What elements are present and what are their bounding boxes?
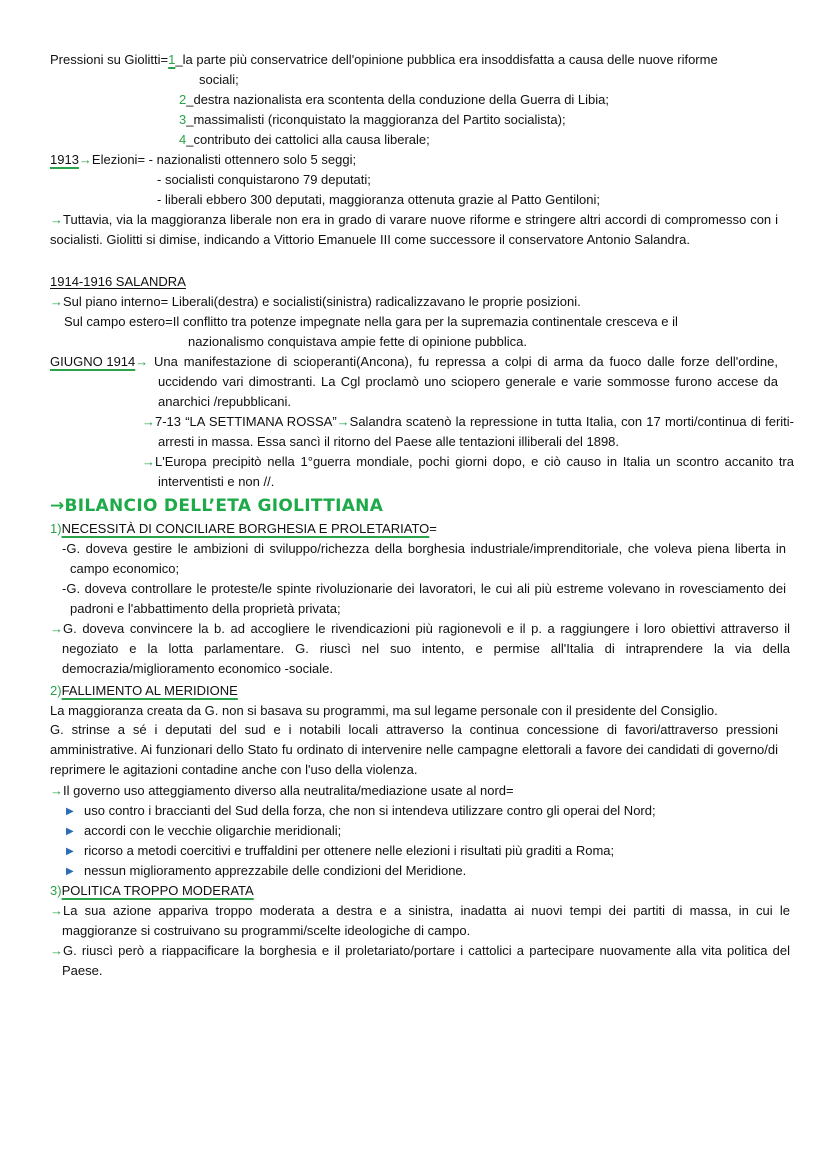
pressioni-num-4: 4 [179, 132, 187, 147]
s1-p2: -G. doveva controllare le proteste/le spinte rivoluzionarie dei lavoratori, le cui ali più estreme volevano in rovesciamento dei padroni e l'abbattimento della proprietà privata; [62, 581, 786, 616]
s3-num: 3) [50, 883, 62, 898]
bullet-triangle-icon: ▶ [66, 866, 74, 877]
arrow-right-icon: → [50, 783, 63, 798]
pressioni-line-4 [179, 132, 430, 148]
pressioni-item-1: _la parte più conservatrice dell'opinione pubblica era insoddisfatta a causa delle nuove riforme [175, 52, 718, 67]
s1-p3-text: G. doveva convincere la b. ad accogliere le rivendicazioni più ragionevoli e il p. a raggiungere i loro obiettivi attraverso il negoziato e la lotta parlamentare. G. riuscì nel suo intento, e permise all'Italia di intraprendere la via della democrazia/miglioramento economico -sociale. [62, 621, 790, 676]
salandra-interno [50, 294, 581, 310]
arrow-right-icon: → [50, 621, 63, 636]
s2-p1: La maggioranza creata da G. non si basava su programmi, ma sul legame personale con il presidente del Consiglio. [50, 703, 718, 718]
arrow-right-icon: → [135, 354, 149, 369]
giugno-label: GIUGNO 1914 [50, 354, 136, 369]
s3-title: POLITICA TROPPO MODERATA [61, 883, 254, 898]
bilancio-heading [50, 496, 383, 516]
s2-num: 2) [50, 683, 62, 698]
bullet-triangle-icon: ▶ [66, 806, 74, 817]
europa-text: L'Europa precipitò nella 1°guerra mondiale, pochi giorni dopo, e ciò causo in Italia un scontro accanito tra interventisti e non //. [155, 454, 794, 489]
s3-p2 [50, 941, 790, 981]
s3-p2-text: G. riuscì però a riappacificare la borghesia e il proletariato/portare i cattolici a partecipare nuovamente alla vita politica del Paese. [62, 943, 790, 978]
s3-p1-text: La sua azione appariva troppo moderata a destra e a sinistra, inadatta ai nuovi tempi dei partiti di massa, in cui le maggioranze si costruivano su programmi/scelte ideologiche di campo. [62, 903, 790, 938]
arrow-right-icon: → [142, 454, 155, 469]
settimana-rossa [142, 412, 794, 452]
s2-p2: G. strinse a sé i deputati del sud e i notabili locali attraverso la continua concessione di favori/attraverso pressioni amministrative. Ai funzionari dello Stato fu ordinato di intervenire nelle campagne elettorali a favore dei candidati di governo/di reprimere le agitazioni contadine anche con l'uso della violenza. [50, 722, 778, 777]
s3-title-wrap [50, 883, 254, 899]
s1-title-wrap [50, 521, 437, 537]
s1-title: NECESSITÀ DI CONCILIARE BORGHESIA E PROLETARIATO [61, 521, 430, 536]
pressioni-num-3: 3 [179, 112, 187, 127]
bullet-triangle-icon: ▶ [66, 826, 74, 837]
s1-suffix: = [429, 521, 437, 536]
list-item: ricorso a metodi coercitivi e truffaldini per ottenere nelle elezioni i risultati più graditi a Roma; [84, 843, 615, 858]
elezioni-year: 1913 [50, 152, 79, 167]
elezioni-item-2: - socialisti conquistarono 79 deputati; [157, 172, 371, 187]
arrow-right-icon: → [50, 212, 63, 227]
elezioni-tuttavia [50, 210, 778, 250]
s2-p3 [50, 783, 514, 799]
elezioni-line-1 [50, 152, 356, 168]
bilancio-heading-text: BILANCIO DELL’ETA GIOLITTIANA [64, 496, 384, 516]
salandra-interno-text: Sul piano interno= Liberali(destra) e socialisti(sinistra) radicalizzavano le proprie posizioni. [63, 294, 581, 309]
s3-p1 [50, 901, 790, 941]
settimana-text: Salandra scatenò la repressione in tutta Italia, con 17 morti/continua di feriti-arresti in massa. Essa sancì il ritorno del Paese alle tentazioni illiberali del 1898. [158, 414, 795, 449]
settimana-label: 7-13 “LA SETTIMANA ROSSA” [155, 414, 337, 429]
list-item: nessun miglioramento apprezzabile delle condizioni del Meridione. [84, 863, 467, 878]
arrow-right-icon: → [50, 943, 63, 958]
s1-p3 [50, 619, 790, 679]
list-item: accordi con le vecchie oligarchie meridionali; [84, 823, 342, 838]
pressioni-num-2: 2 [179, 92, 187, 107]
giugno-text: Una manifestazione di scioperanti(Ancona), fu repressa a colpi di arma da fuoco dalle forze dell'ordine, uccidendo vari dimostranti. La Cgl proclamò uno sciopero generale e varie sommosse furono accese da anarchici /repubblicani. [154, 354, 778, 409]
s2-p3-text: Il governo uso atteggiamento diverso alla neutralita/mediazione usate al nord= [63, 783, 514, 798]
elezioni-label: Elezioni= [91, 152, 146, 167]
arrow-right-icon: → [50, 496, 65, 516]
elezioni-item-3: - liberali ebbero 300 deputati, maggioranza ottenuta grazie al Patto Gentiloni; [157, 192, 601, 207]
pressioni-item-3: _massimalisti (riconquistato la maggioranza del Partito socialista); [186, 112, 566, 127]
pressioni-item-1-cont: sociali; [199, 72, 239, 87]
pressioni-label: Pressioni su Giolitti= [50, 52, 169, 67]
s1-num: 1) [50, 521, 62, 536]
pressioni-item-4: _contributo dei cattolici alla causa liberale; [186, 132, 430, 147]
pressioni-line-3 [179, 112, 566, 128]
arrow-right-icon: → [50, 903, 63, 918]
pressioni-num-1: 1 [168, 52, 176, 67]
pressioni-line-1 [50, 52, 718, 68]
arrow-right-icon: → [78, 152, 92, 167]
bullet-triangle-icon: ▶ [66, 846, 74, 857]
list-item: uso contro i braccianti del Sud della forza, che non si intendeva utilizzare contro gli operai del Nord; [84, 803, 656, 818]
salandra-heading: 1914-1916 SALANDRA [50, 274, 186, 289]
s2-title-wrap [50, 683, 238, 699]
elezioni-tuttavia-text: Tuttavia, via la maggioranza liberale non era in grado di varare nuove riforme e stringere altri accordi di compromesso con i socialisti. Giolitti si dimise, indicando a Vittorio Emanuele III come successore il conservatore Antonio Salandra. [50, 212, 778, 247]
arrow-right-icon: → [142, 414, 155, 429]
elezioni-item-1: - nazionalisti ottennero solo 5 seggi; [148, 152, 357, 167]
arrow-right-icon: → [50, 294, 63, 309]
s2-title: FALLIMENTO AL MERIDIONE [61, 683, 238, 698]
giugno-label-wrap [50, 354, 148, 370]
arrow-right-icon: → [336, 414, 350, 429]
europa [142, 452, 794, 492]
salandra-estero-cont: nazionalismo conquistava ampie fette di opinione pubblica. [188, 334, 527, 349]
salandra-estero: Sul campo estero=Il conflitto tra potenze impegnate nella gara per la supremazia continentale cresceva e il [64, 314, 678, 329]
pressioni-line-2 [179, 92, 609, 108]
s1-p1: -G. doveva gestire le ambizioni di sviluppo/richezza della borghesia industriale/imprenditoriale, che voleva piena liberta in campo economico; [62, 541, 786, 576]
pressioni-item-2: _destra nazionalista era scontenta della conduzione della Guerra di Libia; [186, 92, 610, 107]
